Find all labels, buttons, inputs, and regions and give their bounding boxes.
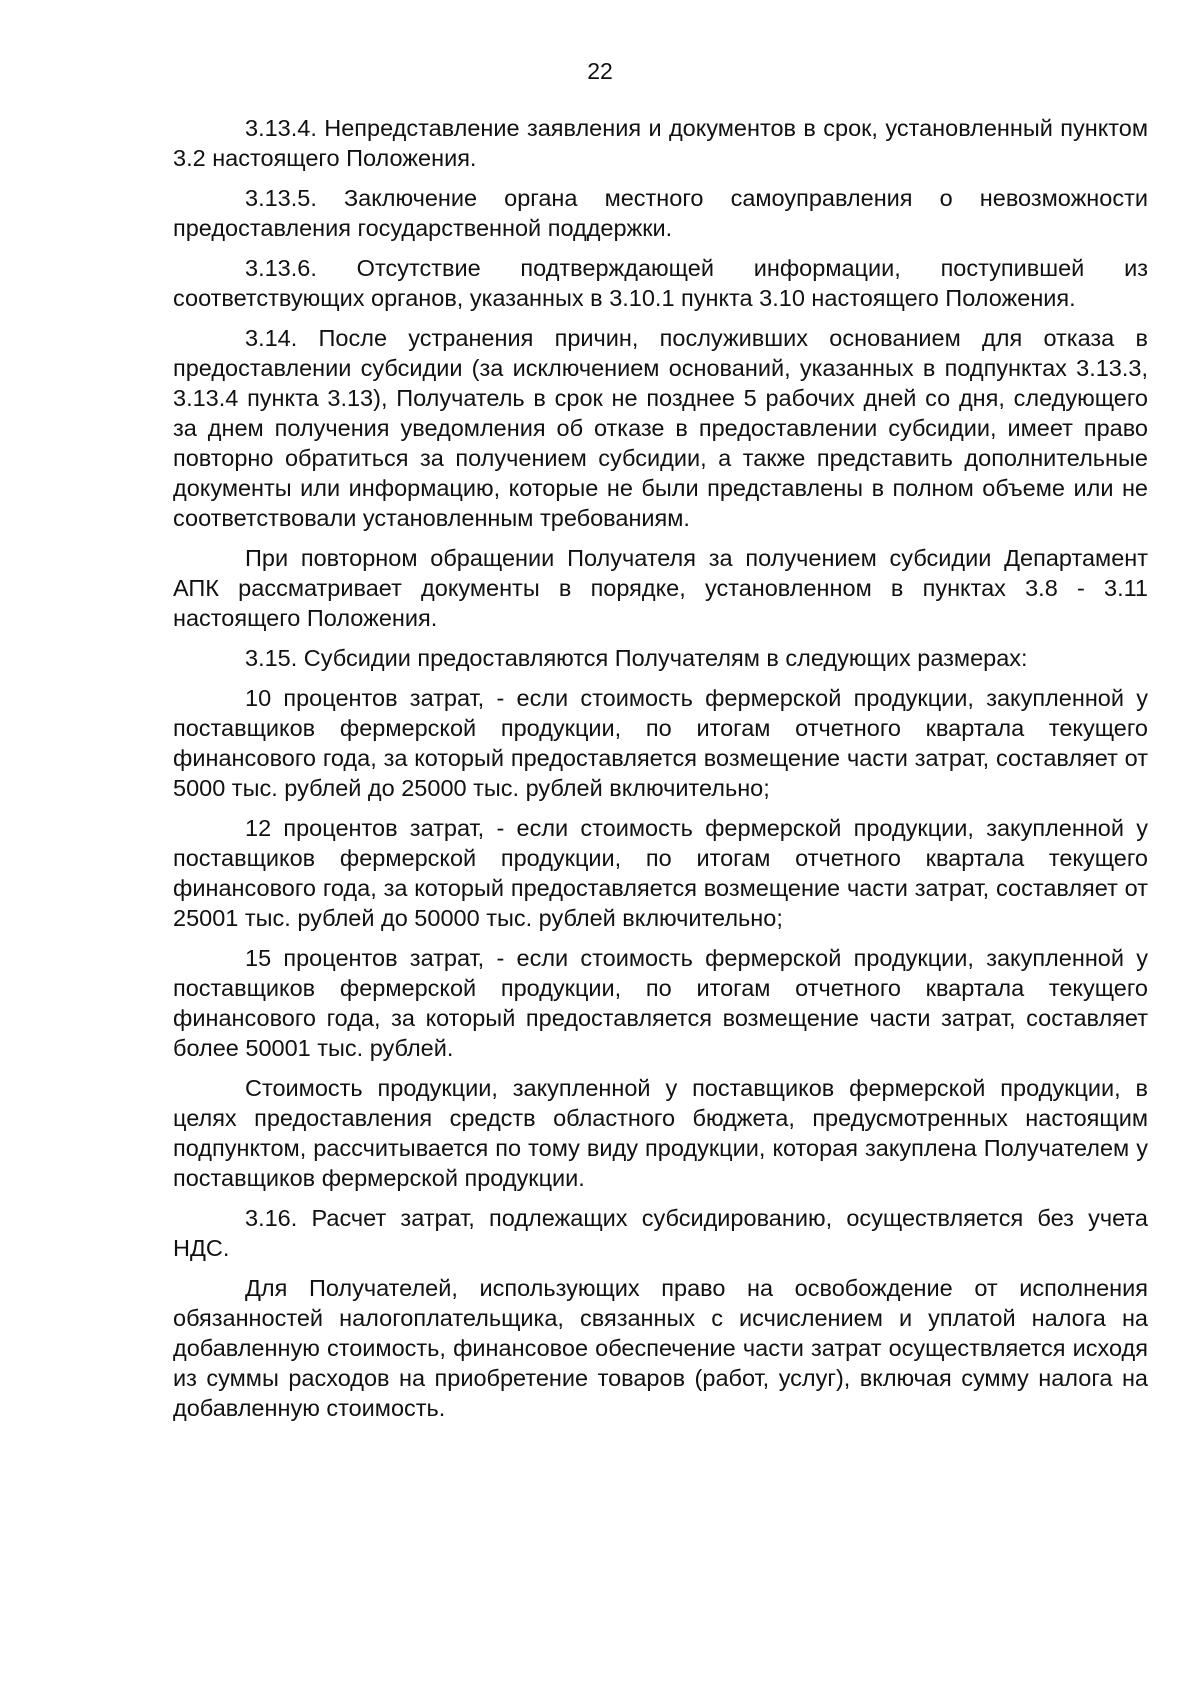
paragraph-3-13-6: 3.13.6. Отсутствие подтверждающей информации, поступившей из соответствующих органов, указанных в 3.10.1 пункта 3.10 настоящего Положения. — [173, 255, 1148, 311]
paragraph-vat-exemption: Для Получателей, использующих право на освобождение от исполнения обязанностей налогоплательщика, связанных с исчислением и уплатой налога на добавленную стоимость, финансовое обеспечение части затрат осуществляется исходя из суммы расходов на приобретение товаров (работ, услуг), включая сумму налога на добавленную стоимость. — [173, 1275, 1148, 1421]
paragraph-3-13-5: 3.13.5. Заключение органа местного самоуправления о невозможности предоставления государственной поддержки. — [173, 185, 1148, 241]
paragraph-rate-10-percent: 10 процентов затрат, - если стоимость фермерской продукции, закупленной у поставщиков фермерской продукции, по итогам отчетного квартала текущего финансового года, за который предоставляется возмещение части затрат, составляет от 5000 тыс. рублей до 25000 тыс. рублей включительно; — [173, 685, 1148, 801]
paragraph-3-15: 3.15. Субсидии предоставляются Получателям в следующих размерах: — [245, 645, 1028, 671]
document-body — [173, 113, 1148, 1433]
paragraph-3-14: 3.14. После устранения причин, послуживших основанием для отказа в предоставлении субсидии (за исключением оснований, указанных в подпунктах 3.13.3, 3.13.4 пункта 3.13), Получатель в срок не позднее 5 рабочих дней со дня, следующего за днем получения уведомления об отказе в предоставлении субсидии, имеет право повторно обратиться за получением субсидии, а также представить дополнительные документы или информацию, которые не были представлены в полном объеме или не соответствовали установленным требованиям. — [173, 325, 1148, 531]
paragraph-rate-15-percent: 15 процентов затрат, - если стоимость фермерской продукции, закупленной у поставщиков фермерской продукции, по итогам отчетного квартала текущего финансового года, за который предоставляется возмещение части затрат, составляет более 50001 тыс. рублей. — [173, 945, 1148, 1061]
paragraph-repeat-application: При повторном обращении Получателя за получением субсидии Департамент АПК рассматривает документы в порядке, установленном в пунктах 3.8 - 3.11 настоящего Положения. — [173, 545, 1148, 631]
paragraph-product-cost: Стоимость продукции, закупленной у поставщиков фермерской продукции, в целях предоставления средств областного бюджета, предусмотренных настоящим подпунктом, рассчитывается по тому виду продукции, которая закуплена Получателем у поставщиков фермерской продукции. — [173, 1075, 1148, 1191]
page-number: 22 — [587, 58, 613, 84]
paragraph-3-16: 3.16. Расчет затрат, подлежащих субсидированию, осуществляется без учета НДС. — [173, 1205, 1148, 1261]
paragraph-rate-12-percent: 12 процентов затрат, - если стоимость фермерской продукции, закупленной у поставщиков фермерской продукции, по итогам отчетного квартала текущего финансового года, за который предоставляется возмещение части затрат, составляет от 25001 тыс. рублей до 50000 тыс. рублей включительно; — [173, 815, 1148, 931]
paragraph-3-13-4: 3.13.4. Непредставление заявления и документов в срок, установленный пунктом 3.2 настоящего Положения. — [173, 115, 1148, 171]
